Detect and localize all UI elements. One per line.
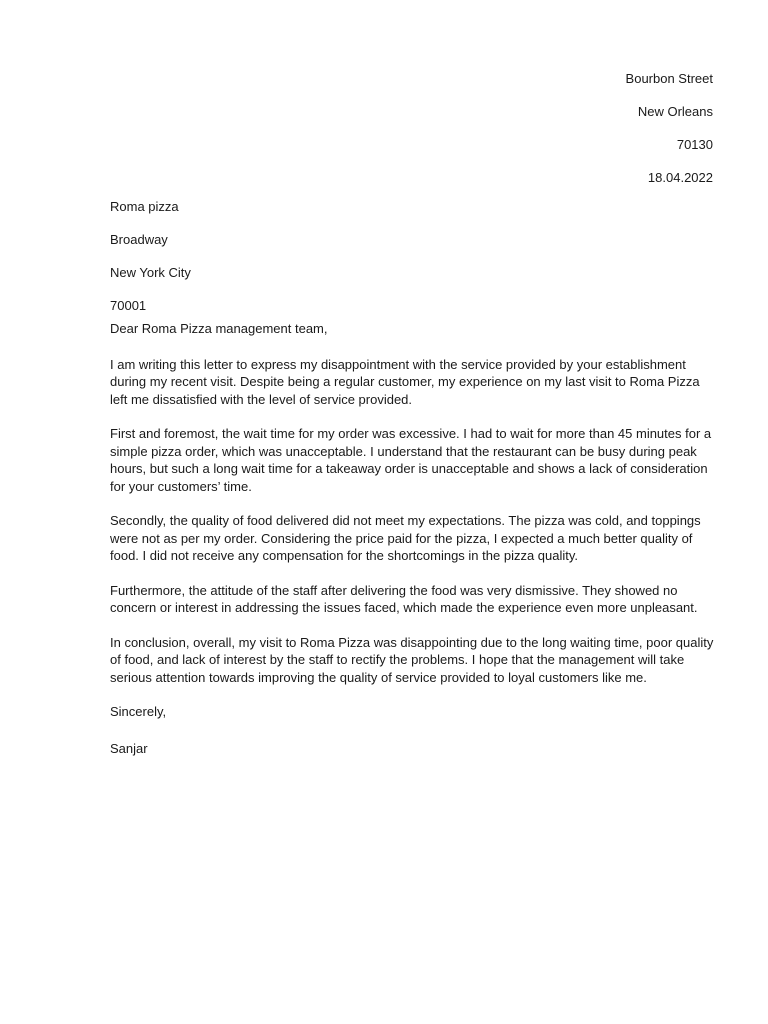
- paragraph-intro: I am writing this letter to express my disappointment with the service provided by your establishment during my recent visit. Despite being a regular customer, my experience on my last visit to Roma Pizza left me dissatisfied with the level of service provided.: [110, 356, 700, 407]
- recipient-address-block: [110, 198, 191, 314]
- closing: Sincerely,: [110, 704, 167, 719]
- sender-address-block: [626, 70, 713, 202]
- paragraph-wait-time: First and foremost, the wait time for my order was excessive. I had to wait for more than 45 minutes for a simple pizza order, which was unacceptable. I understand that the restaurant can be busy during peak hours, but such a long wait time for a takeaway order is unacceptable and shows a lack of consideration for your customers’ time.: [110, 426, 712, 494]
- sender-street: Bourbon Street: [625, 71, 713, 86]
- paragraph-food-quality: Secondly, the quality of food delivered did not meet my expectations. The pizza was cold, and toppings were not as per my order. Considering the price paid for the pizza, I expected a much better quality of food. I did not receive any compensation for the shortcomings in the pizza quality.: [110, 513, 701, 563]
- signature: Sanjar: [110, 740, 148, 756]
- recipient-street: Broadway: [110, 232, 168, 247]
- letter-date: 18.04.2022: [647, 170, 713, 185]
- recipient-name: Roma pizza: [110, 199, 179, 214]
- salutation: Dear Roma Pizza management team,: [110, 321, 328, 336]
- paragraph-staff-attitude: Furthermore, the attitude of the staff after delivering the food was very dismissive. They showed no concern or interest in addressing the issues faced, which made the experience even more unpleasant.: [110, 582, 698, 615]
- letter-body: [110, 320, 720, 757]
- sender-zip: 70130: [676, 137, 713, 152]
- recipient-city: New York City: [110, 265, 191, 280]
- sender-city: New Orleans: [637, 104, 713, 119]
- paragraph-conclusion: In conclusion, overall, my visit to Roma Pizza was disappointing due to the long waiting time, poor quality of food, and lack of interest by the staff to rectify the problems. I hope that the management will take serious attention towards improving the quality of service provided to loyal customers like me.: [110, 634, 714, 685]
- recipient-zip: 70001: [110, 298, 147, 313]
